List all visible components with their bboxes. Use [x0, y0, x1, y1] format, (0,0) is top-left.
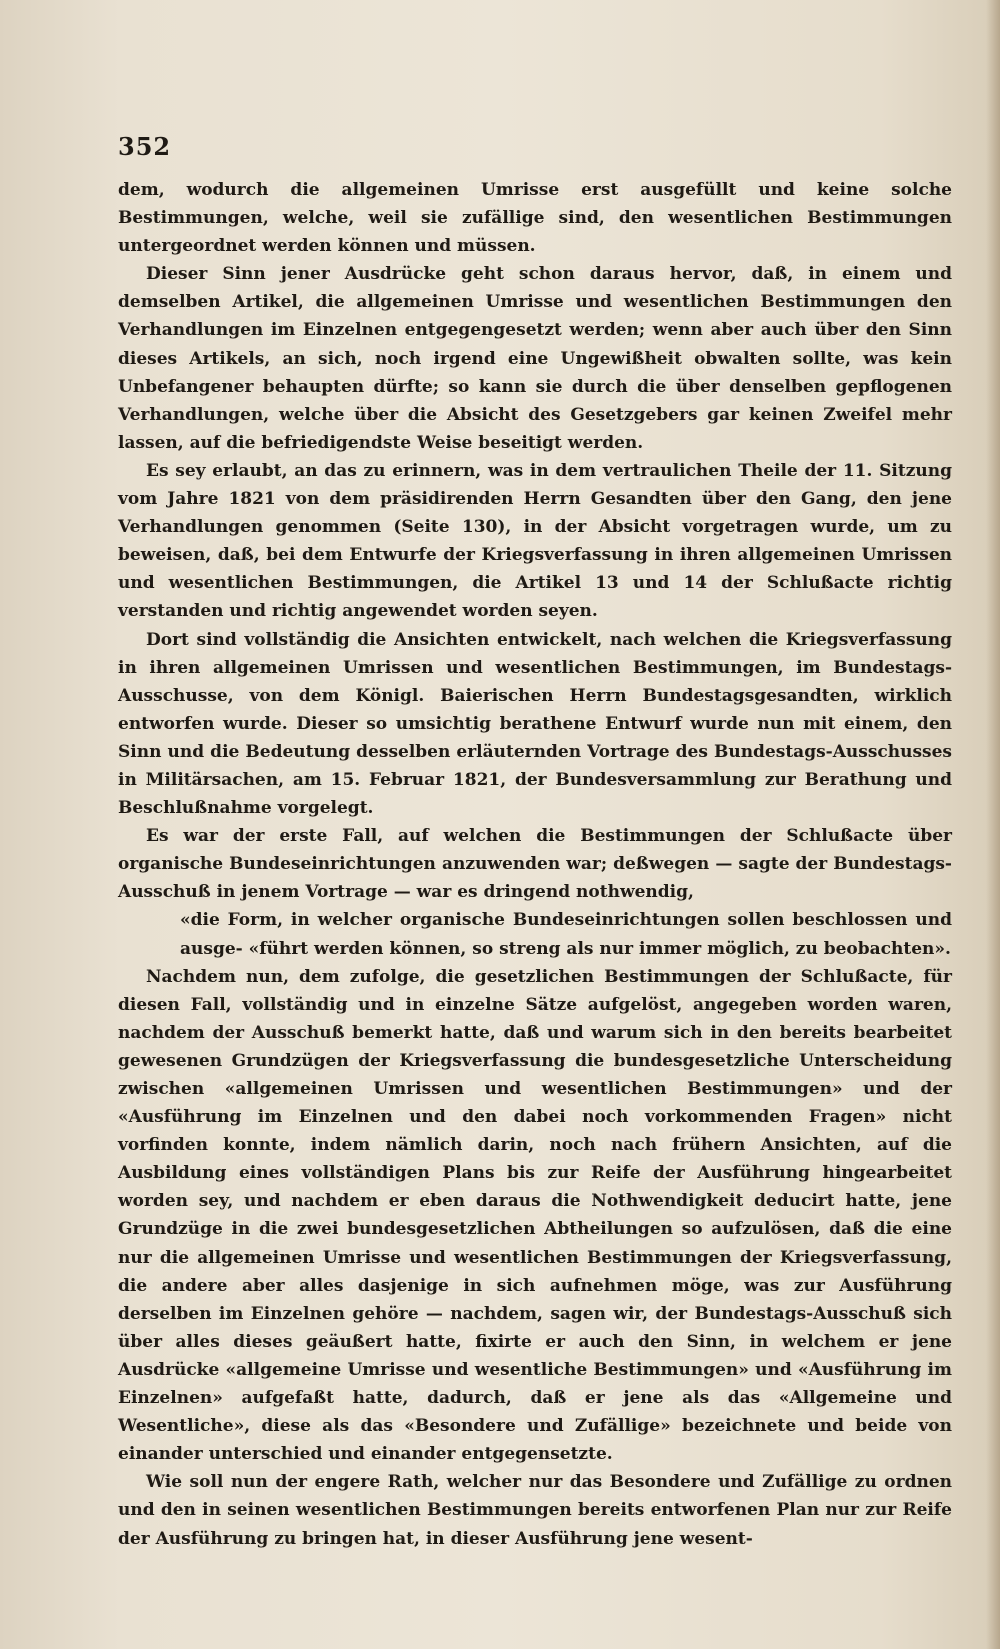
paragraph-6: Nachdem nun, dem zufolge, die gesetzlichen Bestimmungen der Schlußacte, für diesen Fall, vollständig und in einzelne Sätze aufgelöst, angegeben worden waren, nachdem der Ausschuß bemerkt hatte, daß und warum sich in den bereits bearbeitet gewesenen Grundzügen der Kriegsverfassung die bundesgesetzliche Unterscheidung zwischen «allgemeinen Umrissen und wesentlichen Bestimmungen» und der «Ausführung im Einzelnen und den dabei noch vorkommenden Fragen» nicht vorfinden konnte, indem nämlich darin, noch nach frühern Ansichten, auf die Ausbildung eines vollständigen Plans bis zur Reife der Ausführung hingearbeitet worden sey, und nachdem er eben daraus die Nothwendigkeit deducirt hatte, jene Grundzüge in die zwei bundesgesetzlichen Abtheilungen so aufzulösen, daß die eine nur die allgemeinen Umrisse und wesentlichen Bestimmungen der Kriegsverfassung, die andere aber alles dasjenige in sich aufnehmen möge, was zur Ausführung derselben im Einzelnen gehöre — nachdem, sagen wir, der Bundestags-Ausschuß sich über alles dieses geäußert hatte, fixirte er auch den Sinn, in welchem er jene Ausdrücke «allgemeine Umrisse und wesentliche Bestimmungen» und «Ausführung im Einzelnen» aufgefaßt hatte, dadurch, daß er jene als das «Allgemeine und Wesentliche», diese als das «Besondere und Zufällige» bezeichnete und beide von einander unterschied und einander entgegensetzte.: [118, 966, 952, 1465]
paragraph-3: Es sey erlaubt, an das zu erinnern, was in dem vertraulichen Theile der 11. Sitzung vom Jahre 1821 von dem präsidirenden Herrn Gesandten über den Gang, den jene Verhandlungen genommen (Seite 130), in der Absicht vorgetragen wurde, um zu beweisen, daß, bei dem Entwurfe der Kriegsverfassung in ihren allgemeinen Umrissen und wesentlichen Bestimmungen, die Artikel 13 und 14 der Schlußacte richtig verstanden und richtig angewendet worden seyen.: [118, 460, 952, 622]
paragraph-5: Es war der erste Fall, auf welchen die Bestimmungen der Schlußacte über organische Bundeseinrichtungen anzuwenden war; deßwegen — sagte der Bundestags-Ausschuß in jenem Vortrage — war es dringend nothwendig,: [118, 826, 952, 903]
paragraph-1: dem, wodurch die allgemeinen Umrisse erst ausgefüllt und keine solche Bestimmungen, welche, weil sie zufällige sind, den wesentlichen Bestimmungen untergeordnet werden können und müssen.: [118, 180, 952, 257]
paragraph-7: Wie soll nun der engere Rath, welcher nur das Besondere und Zufällige zu ordnen und den in seinen wesentlichen Bestimmungen bereits entworfenen Plan nur zur Reife der Ausführung zu bringen hat, in dieser Ausführung jene wesent-: [118, 1472, 952, 1549]
paragraph-2: Dieser Sinn jener Ausdrücke geht schon daraus hervor, daß, in einem und demselben Artikel, die allgemeinen Umrisse und wesentlichen Bestimmungen den Verhandlungen im Einzelnen entgegengesetzt werden; wenn aber auch über den Sinn dieses Artikels, an sich, noch irgend eine Ungewißheit obwalten sollte, was kein Unbefangener behaupten dürfte; so kann sie durch die über denselben gepflogenen Verhandlungen, welche über die Absicht des Gesetzgebers gar keinen Zweifel mehr lassen, auf die befriedigendste Weise beseitigt werden.: [118, 264, 952, 453]
paragraph-4: Dort sind vollständig die Ansichten entwickelt, nach welchen die Kriegsverfassung in ihren allgemeinen Umrissen und wesentlichen Bestimmungen, im Bundestags-Ausschusse, von dem Königl. Baierischen Herrn Bundestagsgesandten, wirklich entworfen wurde. Dieser so umsichtig berathene Entwurf wurde nun mit einem, den Sinn und die Bedeutung desselben erläuternden Vortrage des Bundestags-Ausschusses in Militärsachen, am 15. Februar 1821, der Bundesversammlung zur Berathung und Beschlußnahme vorgelegt.: [118, 629, 952, 819]
body-text: [118, 176, 952, 1553]
page-edge-shadow: [986, 0, 1000, 1649]
page-number: 352: [118, 132, 172, 161]
quotation: «die Form, in welcher organische Bundeseinrichtungen sollen beschlossen und ausge- «führt werden können, so streng als nur immer möglich, zu beobachten».: [180, 910, 952, 959]
